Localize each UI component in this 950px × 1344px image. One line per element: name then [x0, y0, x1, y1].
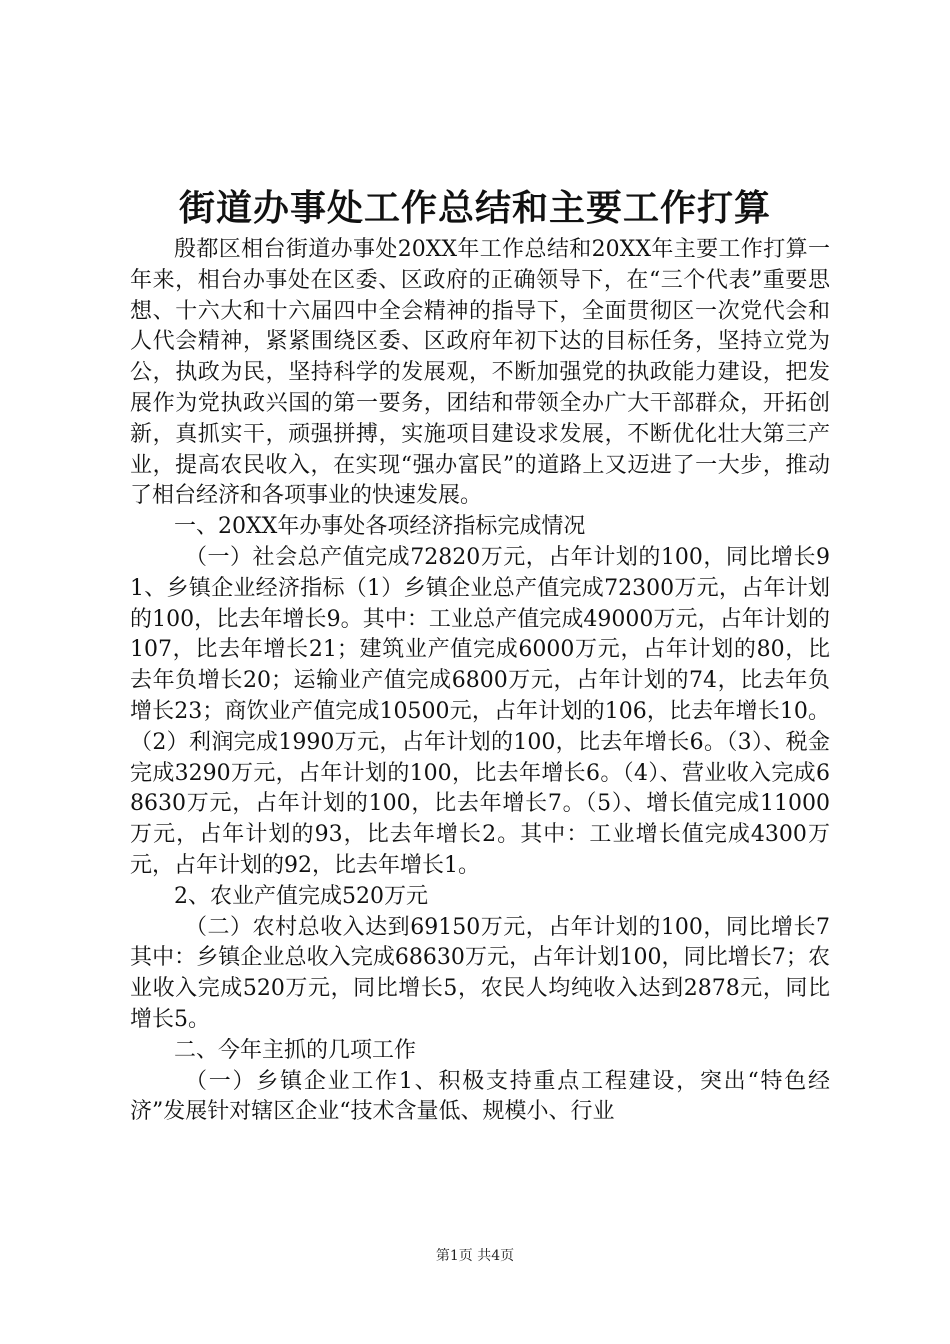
section-heading-2: 二、今年主抓的几项工作 [174, 1037, 417, 1063]
document-title: 街道办事处工作总结和主要工作打算 [178, 187, 771, 229]
enterprise-work-paragraph: （一）乡镇企业工作1、积极支持重点工程建设，突出“特色经济”发展针对辖区企业“技术含量低、规模小、行业 [130, 1068, 830, 1125]
indicator-paragraph: （一）社会总产值完成72820万元，占年计划的100，同比增长91、乡镇企业经济指标（1）乡镇企业总产值完成72300万元，占年计划的100，比去年增长9。其中：工业总产值完成49000万元，占年计划的107，比去年增长21；建筑业产值完成6000万元，占年计划的80，比去年负增长20；运输业产值完成6800万元，占年计划的74，比去年负增长23；商饮业产值完成10500元，占年计划的106，比去年增长10。（2）利润完成1990万元，占年计划的100，比去年增长6。（3）、税金完成3290万元，占年计划的100，比去年增长6。（4）、营业收入完成68630万元，占年计划的100，比去年增长7。（5）、增长值完成11000万元，占年计划的93，比去年增长2。其中：工业增长值完成4300万元，占年计划的92，比去年增长1。 [130, 544, 830, 878]
page-number-footer: 第1页 共4页 [435, 1248, 515, 1264]
rural-income-paragraph: （二）农村总收入达到69150万元，占年计划的100，同比增长7其中：乡镇企业总收入完成68630万元，占年计划100，同比增长7；农业收入完成520万元，同比增长5，农民人均纯收入达到2878元，同比增长5。 [130, 914, 830, 1032]
section-heading-1: 一、20XX年办事处各项经济指标完成情况 [174, 514, 586, 540]
intro-paragraph: 殷都区相台街道办事处20XX年工作总结和20XX年主要工作打算一年来，相台办事处在区委、区政府的正确领导下，在“三个代表”重要思想、十六大和十六届四中全会精神的指导下，全面贯彻区一次党代会和人代会精神，紧紧围绕区委、区政府年初下达的目标任务，坚持立党为公，执政为民，坚持科学的发展观，不断加强党的执政能力建设，把发展作为党执政兴国的第一要务，团结和带领全办广大干部群众，开拓创新，真抓实干，顽强拼搏，实施项目建设求发展，不断优化壮大第三产业，提高农民收入，在实现“强办富民”的道路上又迈进了一大步，推动了相台经济和各项事业的快速发展。 [130, 237, 830, 509]
agriculture-paragraph: 2、农业产值完成520万元 [174, 883, 428, 909]
document-body [130, 235, 830, 1128]
